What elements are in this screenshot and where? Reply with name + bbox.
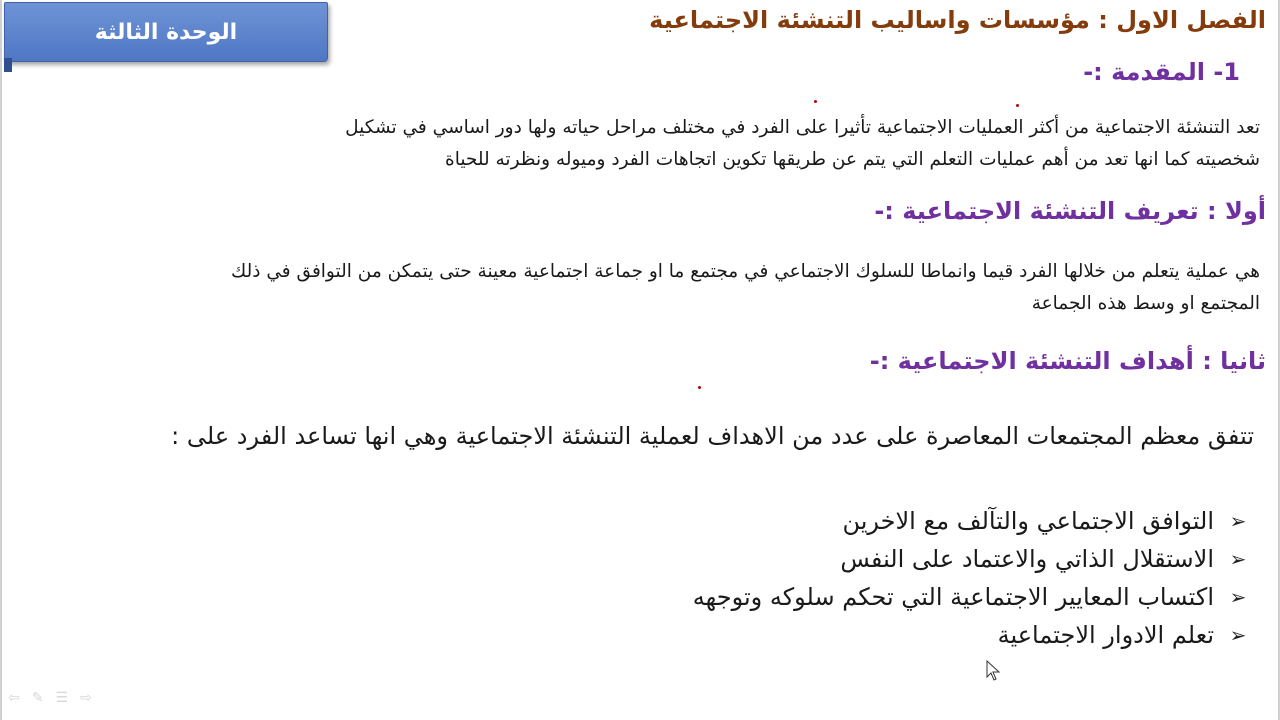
chapter-title: الفصل الاول : مؤسسات واساليب التنشئة الاجتماعية	[649, 6, 1266, 34]
pen-icon[interactable]: ✎	[31, 690, 44, 706]
definition-line: هي عملية يتعلم من خلالها الفرد قيما وانماطا للسلوك الاجتماعي في مجتمع ما او جماعة اجتماعية معينة حتى يتمكن من التوافق في ذلك	[231, 261, 1260, 282]
definition-line: المجتمع او وسط هذه الجماعة	[1031, 293, 1260, 314]
list-item	[693, 578, 1252, 616]
intro-paragraph	[345, 112, 1260, 176]
list-item-text: تعلم الادوار الاجتماعية	[997, 621, 1214, 649]
annotation-dot	[1016, 104, 1019, 107]
check-arrow-icon: ➢	[1229, 547, 1247, 571]
goals-lead: تتفق معظم المجتمعات المعاصرة على عدد من الاهداف لعملية التنشئة الاجتماعية وهي انها تساعد الفرد على :	[171, 422, 1254, 450]
unit-badge-tab	[4, 58, 12, 72]
prev-arrow-icon[interactable]: ⇦	[8, 690, 20, 706]
goals-list	[693, 502, 1252, 654]
slide-border-left	[0, 0, 2, 720]
definition-paragraph	[231, 256, 1260, 320]
list-item	[693, 502, 1252, 540]
mouse-pointer-icon	[986, 660, 1002, 682]
next-arrow-icon[interactable]: ⇨	[80, 690, 92, 706]
check-arrow-icon: ➢	[1229, 623, 1247, 647]
intro-line: تعد التنشئة الاجتماعية من أكثر العمليات الاجتماعية تأثيرا على الفرد في مختلف مراحل حياته ولها دور اساسي في تشكيل	[345, 117, 1260, 138]
annotation-dot	[698, 386, 701, 389]
intro-line: شخصيته كما انها تعد من أهم عمليات التعلم التي يتم عن طريقها تكوين اتجاهات الفرد وميوله ونظرته للحياة	[445, 149, 1260, 170]
definition-heading: أولا : تعريف التنشئة الاجتماعية :-	[874, 197, 1266, 225]
list-item	[693, 616, 1252, 654]
check-arrow-icon: ➢	[1229, 509, 1247, 533]
list-item-text: الاستقلال الذاتي والاعتماد على النفس	[840, 545, 1214, 573]
intro-heading: 1- المقدمة :-	[1083, 58, 1240, 86]
check-arrow-icon: ➢	[1229, 585, 1247, 609]
annotation-dot	[814, 100, 817, 103]
unit-badge: الوحدة الثالثة	[4, 2, 328, 62]
goals-heading: ثانيا : أهداف التنشئة الاجتماعية :-	[869, 347, 1266, 375]
list-item	[693, 540, 1252, 578]
list-item-text: التوافق الاجتماعي والتآلف مع الاخرين	[842, 507, 1214, 535]
list-item-text: اكتساب المعايير الاجتماعية التي تحكم سلوكه وتوجهه	[692, 583, 1214, 611]
slideshow-toolbar	[8, 690, 92, 706]
menu-icon[interactable]: ☰	[55, 690, 69, 706]
